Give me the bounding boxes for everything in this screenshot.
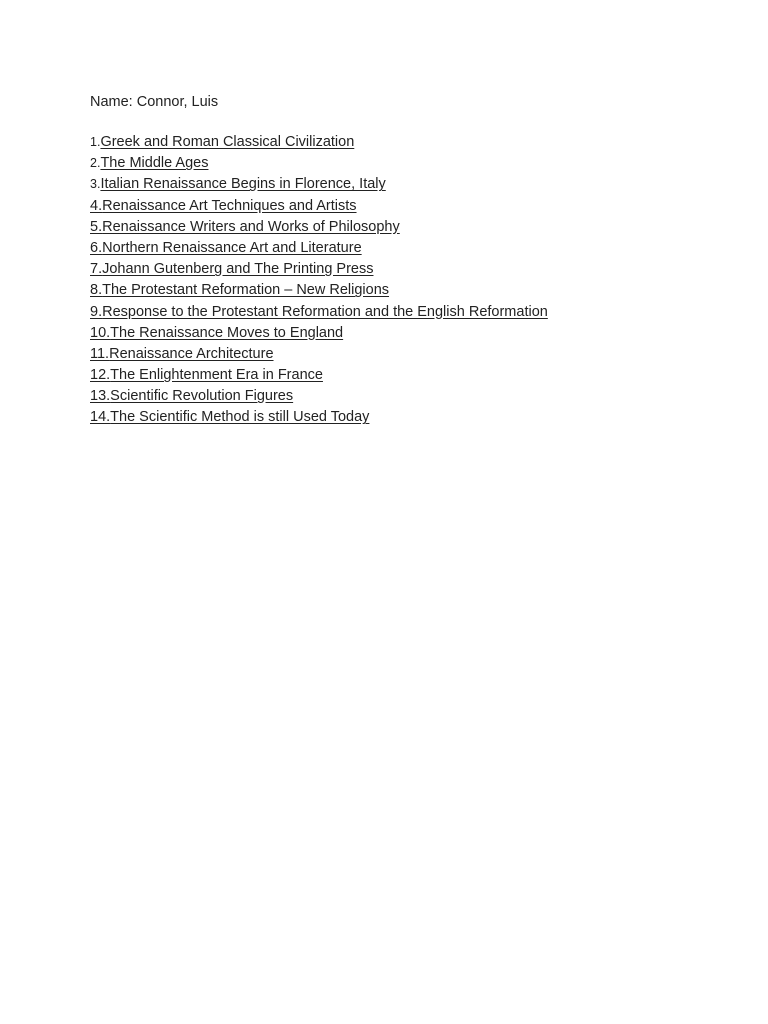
topic-item-10[interactable]: [90, 324, 548, 345]
topic-number: 3.: [90, 177, 101, 192]
topic-number[interactable]: 4.: [90, 197, 103, 214]
topic-link-northern-renaissance[interactable]: Northern Renaissance Art and Literature: [102, 239, 362, 256]
topic-link-italian-renaissance[interactable]: Italian Renaissance Begins in Florence, Italy: [100, 176, 386, 193]
topic-number[interactable]: 6.: [90, 239, 103, 256]
topic-link-greek-roman[interactable]: Greek and Roman Classical Civilization: [100, 134, 355, 150]
topic-number[interactable]: 11.: [90, 345, 110, 362]
topic-link-writers-philosophy[interactable]: Renaissance Writers and Works of Philosophy: [102, 218, 400, 235]
topic-item-5[interactable]: [90, 218, 548, 239]
topic-number[interactable]: 5.: [90, 218, 103, 235]
topic-item-11[interactable]: [90, 345, 548, 366]
topic-link-art-techniques[interactable]: Renaissance Art Techniques and Artists: [102, 197, 357, 214]
topic-item-14[interactable]: [90, 408, 548, 429]
topic-number[interactable]: 10.: [90, 324, 111, 341]
topic-item-9[interactable]: [90, 303, 548, 324]
topic-number[interactable]: 13.: [90, 388, 111, 405]
topic-number[interactable]: 14.: [90, 409, 111, 426]
topic-link-scientific-method[interactable]: The Scientific Method is still Used Today: [110, 409, 370, 426]
topic-link-architecture[interactable]: Renaissance Architecture: [109, 345, 274, 362]
topic-item-4[interactable]: [90, 197, 548, 218]
topic-number: 2.: [90, 156, 101, 171]
topic-item-12[interactable]: [90, 366, 548, 387]
topic-link-gutenberg[interactable]: Johann Gutenberg and The Printing Press: [102, 261, 374, 278]
topic-number[interactable]: 7.: [90, 261, 103, 278]
topic-link-enlightenment[interactable]: The Enlightenment Era in France: [110, 367, 323, 384]
topic-item-6[interactable]: [90, 239, 548, 260]
topic-item-13[interactable]: [90, 387, 548, 408]
topic-item-8[interactable]: [90, 281, 548, 302]
topic-link-scientific-revolution[interactable]: Scientific Revolution Figures: [110, 388, 294, 405]
topic-link-english-reformation[interactable]: Response to the Protestant Reformation and the English Reformation: [102, 303, 548, 320]
topic-number[interactable]: 8.: [90, 282, 103, 299]
topic-number[interactable]: 12.: [90, 367, 111, 384]
topic-link-middle-ages[interactable]: The Middle Ages: [100, 155, 209, 172]
topic-number: 1.: [90, 135, 101, 149]
topic-list: [90, 133, 548, 430]
topic-number[interactable]: 9.: [90, 303, 103, 320]
topic-link-protestant-reformation[interactable]: The Protestant Reformation – New Religions: [102, 282, 390, 299]
student-name: Name: Connor, Luis: [90, 94, 219, 110]
topic-link-renaissance-england[interactable]: The Renaissance Moves to England: [110, 324, 344, 341]
topic-item-3: [90, 175, 548, 196]
topic-item-1: [90, 133, 548, 154]
topic-item-7[interactable]: [90, 260, 548, 281]
topic-item-2: [90, 154, 548, 175]
